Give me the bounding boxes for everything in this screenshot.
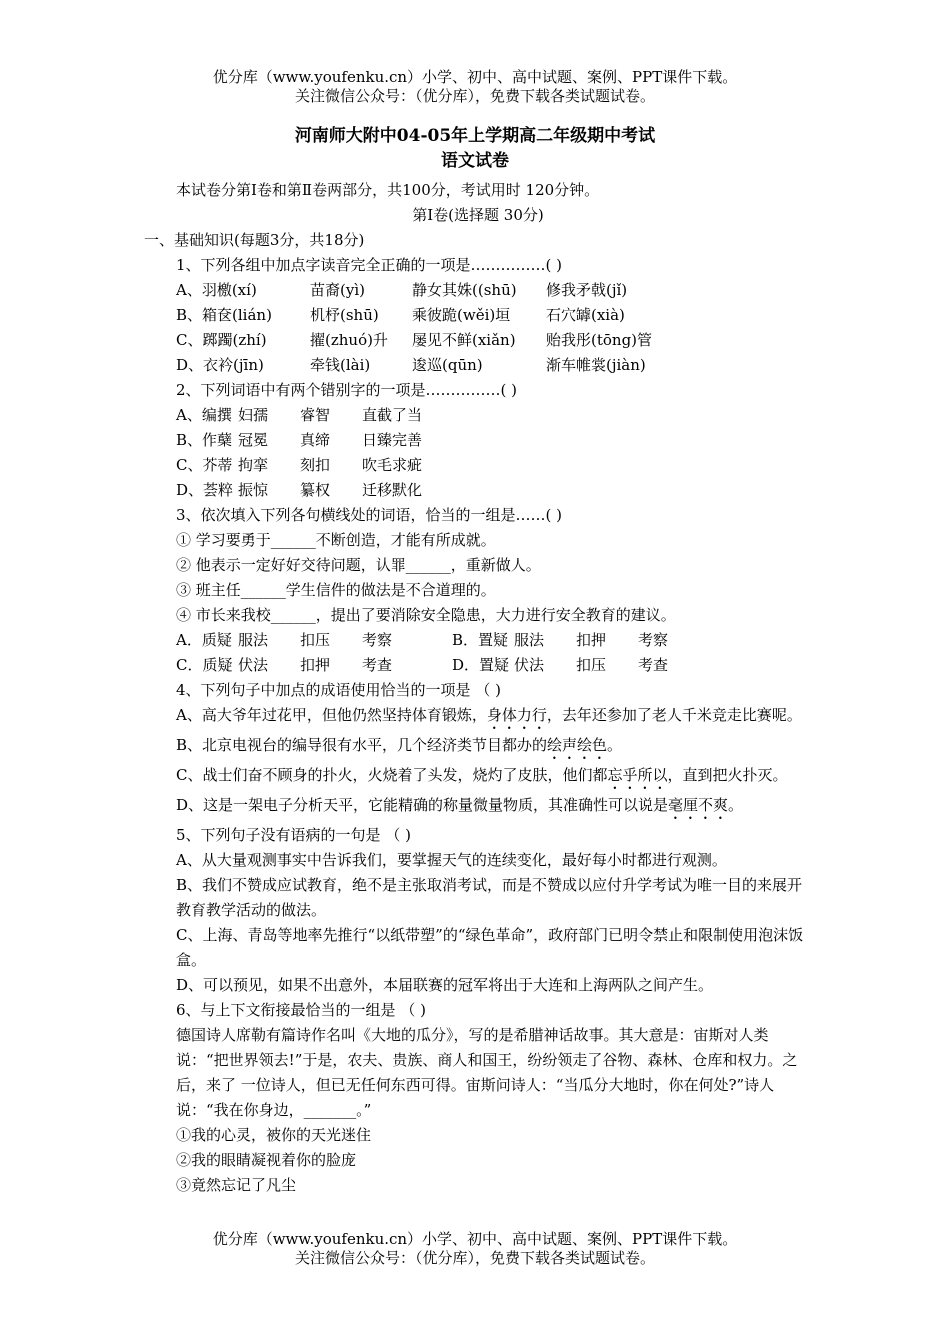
q3-cd-2: 伏法 [238,656,269,674]
q1-a-4: 修我矛戟(jǐ) [546,281,628,299]
page-header [0,68,950,106]
exam-subtitle: 语文试卷 [441,151,509,171]
q2-d-4: 迁移默化 [362,481,423,499]
q1-b-1: B、箱奁(lián) [176,306,272,324]
q1-d-3: 逡巡(qūn) [412,356,483,374]
q4-a-idiom: 身体力行 [486,706,547,724]
q3-ab-4: 考察 [362,631,393,649]
q2-c-3: 刻扣 [300,456,331,474]
q3-cd-4: 考查 [362,656,393,674]
q2-c-1: C、芥蒂 [176,456,233,474]
q6-option-1: ①我的心灵，被你的天光迷住 [176,1126,372,1144]
q6-option-3: ③竟然忘记了凡尘 [176,1176,297,1194]
q3-options-cd [144,653,812,678]
q4-option-b [144,733,812,763]
q4-b-text: B、北京电视台的编导很有水平，几个经济类节目都办的 [176,736,548,754]
q1-c-3: 屡见不鲜(xiǎn) [412,331,516,349]
q4-d-text-end: 。 [728,796,744,814]
q4-a-text: A、高大爷年过花甲，但他仍然坚持体育锻炼， [176,706,487,724]
q2-option-b [144,428,812,453]
q3-ab-6: 服法 [514,631,545,649]
q2-b-4: 日臻完善 [362,431,423,449]
q2-b-2: 冠冕 [238,431,269,449]
q1-stem: 1、下列各组中加点字读音完全正确的一项是……………( ) [176,256,563,274]
q4-d-text: D、这是一架电子分析天平，它能精确的称量微量物质，其准确性可以说是 [176,796,669,814]
q3-sentence-3: ③ 班主任______学生信件的做法是不合道理的。 [176,581,496,599]
q2-option-c [144,453,812,478]
q1-option-c [144,328,812,353]
q1-a-1: A、羽檄(xí) [176,281,257,299]
q2-a-1: A、编撰 [176,406,232,424]
q6-option-2: ②我的眼睛凝视着你的脸庞 [176,1151,357,1169]
q3-ab-3: 扣压 [300,631,331,649]
q2-b-1: B、作蘖 [176,431,233,449]
q3-options-ab [144,628,812,653]
exam-title: 河南师大附中04-05年上学期高二年级期中考试 [294,126,656,146]
q1-a-3: 静女其姝((shū) [412,281,517,299]
q3-cd-1: C．质疑 [176,656,233,674]
q3-cd-6: 伏法 [514,656,545,674]
q3-stem: 3、依次填入下列各句横线处的词语，恰当的一组是……( ) [176,506,563,524]
q2-d-2: 振惊 [238,481,269,499]
q3-sentence-2: ② 他表示一定好好交待问题，认罪______，重新做人。 [176,556,541,574]
q4-option-a [144,703,812,733]
footer-line-1: 优分库（www.youfenku.cn）小学、初中、高中试题、案例、PPT课件下载。 [212,1230,738,1248]
q2-a-4: 直截了当 [362,406,423,424]
q1-b-4: 石穴罅(xià) [546,306,625,324]
q3-ab-7: 扣押 [576,631,607,649]
exam-body [144,178,812,1198]
q5-option-b: B、我们不赞成应试教育，绝不是主张取消考试，而是不赞成以应付升学考试为唯一目的来展开教育教学活动的做法。 [176,876,803,919]
q4-c-text: C、战士们奋不顾身的扑火，火烧着了头发，烧灼了皮肤，他们都 [176,766,608,784]
q1-d-1: D、衣衿(jīn) [176,356,264,374]
q3-ab-1: A．质疑 [176,631,232,649]
q3-ab-2: 服法 [238,631,269,649]
q1-b-3: 乘彼跪(wěi)垣 [412,306,511,324]
q3-sentence-4: ④ 市长来我校______，提出了要消除安全隐患，大力进行安全教育的建议。 [176,606,676,624]
q4-option-d [144,793,812,823]
q2-stem: 2、下列词语中有两个错别字的一项是……………( ) [176,381,518,399]
q2-d-3: 纂权 [300,481,331,499]
q4-option-c [144,763,812,793]
q1-option-b [144,303,812,328]
q3-cd-5: D．置疑 [452,656,510,674]
q2-a-3: 睿智 [300,406,331,424]
q6-stem: 6、与上下文衔接最恰当的一组是 （ ) [176,1001,426,1019]
q1-option-a [144,278,812,303]
q5-stem: 5、下列句子没有语病的一句是 （ ) [176,826,411,844]
q4-d-idiom: 毫厘不爽 [668,796,729,814]
q3-ab-8: 考察 [638,631,669,649]
q1-b-2: 机杼(shū) [310,306,379,324]
q1-c-1: C、踯躅(zhí) [176,331,267,349]
q5-option-a: A、从大量观测事实中告诉我们，要掌握天气的连续变化，最好每小时都进行观测。 [176,851,727,869]
q2-b-3: 真缔 [300,431,331,449]
q3-cd-8: 考查 [638,656,669,674]
q3-sentence-1: ① 学习要勇于______不断创造，才能有所成就。 [176,531,496,549]
header-line-2: 关注微信公众号：（优分库），免费下载各类试题试卷。 [294,87,655,105]
q1-c-2: 擢(zhuó)升 [310,331,388,349]
page-footer [0,1230,950,1268]
q3-ab-5: B．置疑 [452,631,509,649]
exam-intro: 本试卷分第Ⅰ卷和第Ⅱ卷两部分，共100分，考试用时 120分钟。 [176,181,600,199]
q4-c-idiom: 忘乎所以 [607,766,668,784]
q2-a-2: 妇孺 [238,406,269,424]
q2-option-d [144,478,812,503]
q6-passage: 德国诗人席勒有篇诗作名叫《大地的瓜分》，写的是希腊神话故事。其大意是：宙斯对人类说：“把世界领去!”于是，农夫、贵族、商人和国王，纷纷领走了谷物、森林、仓库和权力。之后，来了 一位诗人，但已无任何东西可得。宙斯问诗人：“当瓜分大地时，你在何处?”诗人说：“我在你身边，_______。” [176,1026,798,1119]
q1-c-4: 贻我彤(tōng)管 [546,331,653,349]
q4-b-idiom: 绘声绘色 [547,736,608,754]
part-one-heading: 第Ⅰ卷(选择题 30分) [412,206,544,224]
q3-cd-7: 扣压 [576,656,607,674]
q2-c-2: 拘挛 [238,456,269,474]
q1-option-d [144,353,812,378]
q4-a-text-end: ，去年还参加了老人千米竞走比赛呢。 [546,706,802,724]
q2-option-a [144,403,812,428]
q5-option-c: C、上海、青岛等地率先推行“以纸带塑”的“绿色革命”，政府部门已明令禁止和限制使用泡沫饭盒。 [176,926,804,969]
q4-c-text-end: ，直到把火扑灭。 [667,766,788,784]
q5-option-d: D、可以预见，如果不出意外，本届联赛的冠军将出于大连和上海两队之间产生。 [176,976,714,994]
q2-d-1: D、荟粹 [176,481,234,499]
footer-line-2: 关注微信公众号：（优分库），免费下载各类试题试卷。 [294,1249,655,1267]
q4-stem: 4、下列句子中加点的成语使用恰当的一项是 （ ) [176,681,501,699]
q3-cd-3: 扣押 [300,656,331,674]
q1-a-2: 苗裔(yì) [310,281,365,299]
q2-c-4: 吹毛求疵 [362,456,423,474]
q1-d-2: 牵钱(lài) [310,356,371,374]
q4-b-text-end: 。 [607,736,623,754]
header-line-1: 优分库（www.youfenku.cn）小学、初中、高中试题、案例、PPT课件下载。 [212,68,738,86]
section-one-heading: 一、基础知识(每题3分，共18分) [144,231,365,249]
q1-d-4: 渐车帷裳(jiàn) [546,356,646,374]
